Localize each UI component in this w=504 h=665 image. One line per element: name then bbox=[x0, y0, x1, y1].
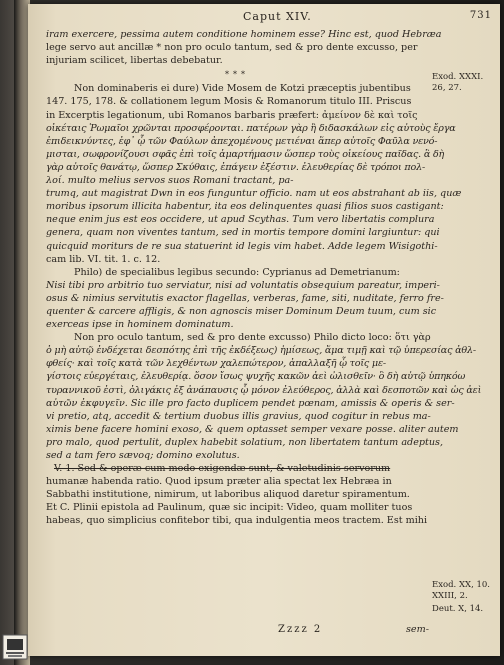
catchword: sem- bbox=[406, 624, 429, 635]
text-line: vi pretio, atq, accedit & tertium duobus illis gravius, quod cogitur in rebus ma- bbox=[46, 410, 431, 422]
text-line: exerceas ipse in hominem dominatum. bbox=[46, 319, 234, 331]
text-line: pro malo, quod pertulit, duplex habebit solatium, non libertatem tantum adeptus, bbox=[46, 436, 444, 448]
greek-line: φθείς· καὶ τοῖς κατὰ τῶν λεχθέντων χαλεπώτερον, ἀπαλλαξῆ ᾧ τοῖς με- bbox=[46, 358, 386, 370]
text-line: Non pro oculo tantum, sed & pro dente excusso) Philo dicto loco: ὅτι γὰρ bbox=[74, 332, 431, 344]
text-line: cam lib. VI. tit. 1. c. 12. bbox=[46, 253, 161, 265]
text-line: moribus ipsorum illicita habentur, ita eos delinquentes quasi filios suos castigant: bbox=[46, 201, 444, 213]
text-line: quenter & carcere affligis, & non agnoscis miser Dominum Deum tuum, cum sic bbox=[46, 305, 437, 317]
text-line: habeas, quo simplicius confitebor tibi, qua indulgentia meos tractem. Est mihi bbox=[46, 515, 428, 527]
text-line: αὐτῶν ἐκφυγεῖν. Sic ille pro facto duplicem pendet pœnam, amissis & operis & ser- bbox=[46, 397, 455, 409]
text-line: Non dominaberis ei dure) Vide Mosem de Kotzi præceptis jubentibus bbox=[74, 83, 411, 95]
text-line: λοί. multo melius servos suos Romani tractant, pa- bbox=[46, 175, 294, 187]
text-line: iram exercere, pessima autem conditione hominem esse? Hinc est, quod Hebræa bbox=[46, 29, 442, 40]
greek-line: γίστοις εὐεργέταις, ἐλευθερίᾳ. ὅσον ἴσως ψυχῆς κακῶν ἀεὶ ὠλισθεῖν· ὃ δὴ αὐτῷ ὑπηκόω bbox=[46, 371, 466, 383]
greek-line: γὰρ αὐτοῖς θανάτῳ, ὥσπερ Σκύθαις, ἐπάγειν ἐξέστιν. ἐλευθερίας δὲ τρόποι πολ- bbox=[46, 161, 426, 173]
section-ornament: *** bbox=[225, 70, 249, 80]
page-number: 731 bbox=[469, 10, 492, 21]
text-line: in Excerptis legationum, ubi Romanos barbaris præfert: ἀμείνον δὲ καὶ τοῖς bbox=[46, 109, 418, 121]
book-page bbox=[28, 4, 500, 656]
text-line: 147. 175, 178. & collationem legum Mosis & Romanorum titulo III. Priscus bbox=[46, 96, 412, 108]
margin-reference: Deut. X, 14. bbox=[432, 604, 484, 614]
text-line: neque enim jus est eos occidere, ut apud Scythas. Tum vero libertatis complura bbox=[46, 214, 435, 226]
signature-mark: Zzzz 2 bbox=[278, 624, 323, 635]
text-line: ximis bene facere homini exoso, & quem optasset semper vexare posse. aliter autem bbox=[46, 423, 459, 435]
text-line: Et C. Plinii epistola ad Paulinum, quæ sic incipit: Video, quam molliter tuos bbox=[46, 502, 413, 514]
greek-line: ὁ μὴ αὐτῷ ἐνδέχεται δεσπότης ἐπὶ τῆς ἐκδέξεως) ἡμίσεως, ἅμα τιμῇ καὶ τῷ ὑπερεσίας ἀθλ- bbox=[46, 345, 476, 357]
text-line: trumq, aut magistrat Dwn in eos funguntur officio. nam ut eos abstrahant ab iis, quæ bbox=[46, 188, 462, 200]
text-line: genera, quam non viventes tantum, sed in mortis tempore domini largiuntur: qui bbox=[46, 227, 440, 239]
greek-line: οἰκέταις Ῥωμαῖοι χρῶνται προσφέρονται. πατέρων γὰρ ἢ διδασκάλων εἰς αὐτοὺς ἔργα bbox=[46, 122, 456, 134]
text-line: lege servo aut ancillæ * non pro oculo tantum, sed & pro dente excusso, per bbox=[46, 42, 418, 54]
text-line: sed a tam fero sævoq; domino exolutus. bbox=[46, 450, 240, 461]
text-line: Nisi tibi pro arbitrio tuo serviatur, nisi ad voluntatis obsequium pareatur, imperi- bbox=[46, 279, 440, 291]
text-line: humanæ habenda ratio. Quod ipsum præter alia spectat lex Hebræa in bbox=[46, 476, 392, 488]
text-line: quicquid moriturs de re sua statuerint id legis vim habet. Adde legem Wisigothi- bbox=[46, 240, 438, 252]
text-line: Sabbathi institutione, nimirum, ut laboribus aliquod daretur spiramentum. bbox=[46, 489, 410, 501]
text-line: V. 1. Sed & operæ cum modo exigendæ sunt, & valetudinis servorum bbox=[54, 463, 391, 475]
text-line: Philo) de specialibus legibus secundo: Cyprianus ad Demetrianum: bbox=[74, 266, 400, 278]
library-stamp-icon bbox=[2, 634, 28, 660]
margin-reference: Exod. XXXI. 26, 27. bbox=[432, 72, 484, 93]
greek-line: ἐπιδεικνύντες, ἐφ᾽ ᾧ τῶν Φαύλων ἀπεχομένους μετιέναι ἅπερ αὐτοῖς Φαῦλα νενό- bbox=[46, 135, 438, 147]
text-line: injuriam scilicet, libertas debebatur. bbox=[46, 55, 223, 67]
chapter-heading: Caput XIV. bbox=[243, 10, 312, 23]
greek-line: τυραννικοῦ ἐστὶ, ὀλιγάκις ἐξ ἀνάπαυσις ᾧ μόνον ἐλεύθερος, ἀλλὰ καὶ δεσποτῶν καὶ ὡς ἀεὶ bbox=[46, 384, 482, 396]
running-header bbox=[28, 10, 500, 28]
greek-line: μισται, σωφρονίζουσι σφᾶς ἐπὶ τοῖς ἁμαρτήμασιν ὥσπερ τοὺς οἰκείους παῖδας. ἃ δὴ bbox=[46, 148, 445, 160]
text-line: osus & nimius servitutis exactor flagellas, verberas, fame, siti, nuditate, ferro fre- bbox=[46, 292, 444, 304]
margin-reference: Exod. XX, 10. XXIII, 2. bbox=[432, 580, 490, 601]
